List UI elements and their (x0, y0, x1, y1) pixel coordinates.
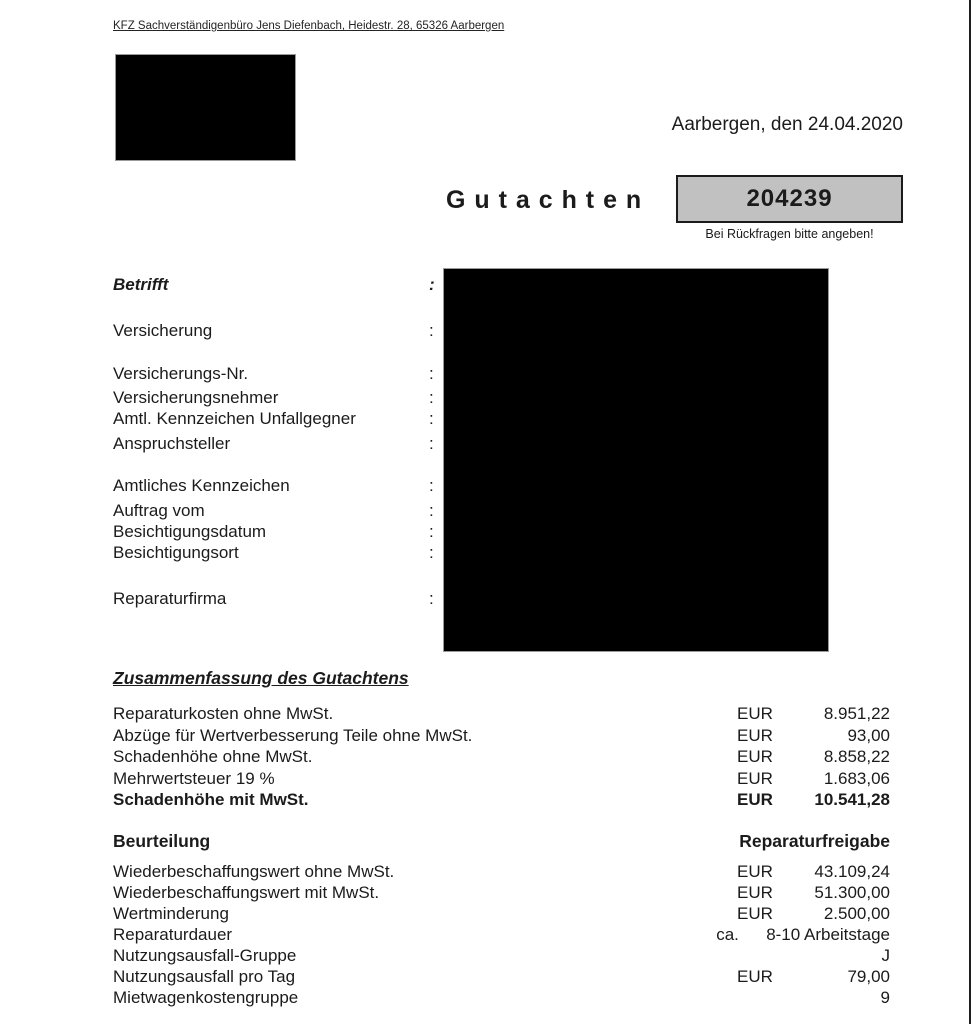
detail-label: Amtl. Kennzeichen Unfallgegner (113, 409, 356, 428)
detail-label: Versicherungs-Nr. (113, 364, 249, 383)
assessment-currency (737, 946, 787, 967)
assessment-amount: J (881, 946, 890, 965)
assessment-currency: EUR (737, 904, 773, 923)
summary-label: Reparaturkosten ohne MwSt. (113, 704, 334, 723)
summary-amount: 8.951,22 (823, 704, 890, 723)
summary-row (113, 747, 890, 769)
assessment-label: Nutzungsausfall pro Tag (113, 967, 296, 986)
assessment-row (113, 862, 890, 883)
summary-amount: 10.541,28 (814, 790, 890, 809)
detail-row-amtliches-kennzeichen (113, 476, 453, 496)
detail-row-anspruchsteller (113, 434, 453, 454)
detail-colon: : (429, 409, 434, 428)
detail-row-versicherungsnehmer (113, 388, 453, 408)
detail-colon: : (429, 321, 434, 340)
summary-row (113, 769, 890, 791)
assessment-label: Wiederbeschaffungswert ohne MwSt. (113, 862, 395, 881)
detail-row-betrifft (113, 275, 453, 295)
assessment-amount: 51.300,00 (814, 883, 890, 902)
summary-currency: EUR (737, 725, 773, 745)
summary-currency: EUR (737, 790, 773, 809)
report-title: G u t a c h t e n (446, 186, 643, 214)
detail-row-versicherung (113, 321, 453, 341)
detail-row-reparaturfirma (113, 589, 453, 609)
detail-label: Amtliches Kennzeichen (113, 476, 290, 495)
detail-row-besichtigungsort (113, 543, 453, 563)
summary-row-total (113, 790, 890, 812)
report-number-box (676, 175, 903, 223)
date-line: Aarbergen, den 24.04.2020 (671, 114, 903, 135)
assessment-currency (737, 988, 787, 1009)
assessment-amount: 9 (880, 988, 890, 1007)
assessment-label: Mietwagenkostengruppe (113, 988, 299, 1007)
assessment-label: Nutzungsausfall-Gruppe (113, 946, 297, 965)
detail-colon: : (429, 364, 434, 383)
detail-colon: : (429, 589, 434, 608)
assessment-row (113, 967, 890, 988)
assessment-heading: Beurteilung (113, 831, 211, 851)
assessment-row (113, 883, 890, 904)
summary-currency: EUR (737, 704, 773, 723)
report-number-note: Bei Rückfragen bitte angeben! (705, 227, 874, 241)
assessment-label: Wiederbeschaffungswert mit MwSt. (113, 883, 380, 902)
summary-currency: EUR (737, 747, 773, 766)
detail-colon: : (429, 476, 434, 495)
detail-label: Besichtigungsdatum (113, 522, 267, 541)
summary-table (113, 704, 890, 812)
assessment-amount: 2.500,00 (823, 904, 890, 923)
assessment-row (113, 925, 890, 946)
assessment-table (113, 862, 890, 1009)
report-number: 204239 (746, 185, 833, 212)
assessment-heading-right: Reparaturfreigabe (739, 831, 890, 851)
assessment-label: Wertminderung (113, 904, 229, 923)
summary-label: Schadenhöhe ohne MwSt. (113, 747, 313, 766)
assessment-currency: EUR (737, 967, 773, 986)
detail-colon: : (429, 543, 434, 562)
assessment-amount: 43.109,24 (814, 862, 890, 881)
assessment-currency: ca. (716, 925, 739, 944)
summary-row (113, 726, 890, 748)
redaction-box-recipient (115, 54, 296, 161)
assessment-row (113, 904, 890, 925)
assessment-currency: EUR (737, 862, 773, 881)
redaction-box-case-details (443, 268, 829, 652)
detail-row-kennzeichen-unfallgegner (113, 409, 453, 429)
assessment-label: Reparaturdauer (113, 925, 233, 944)
summary-currency: EUR (737, 768, 773, 788)
detail-label: Versicherung (113, 321, 213, 340)
letterhead-sender-line: KFZ Sachverständigenbüro Jens Diefenbach, Heidestr. 28, 65326 Aarbergen (113, 20, 505, 32)
summary-amount: 1.683,06 (823, 768, 890, 788)
detail-colon: : (429, 522, 434, 541)
assessment-heading-row (113, 831, 890, 852)
detail-label: Besichtigungsort (113, 543, 239, 562)
assessment-row (113, 988, 890, 1009)
detail-label: Reparaturfirma (113, 589, 227, 608)
summary-label: Mehrwertsteuer 19 % (113, 768, 275, 788)
detail-label: Betrifft (113, 275, 169, 294)
detail-colon: : (429, 388, 434, 407)
summary-amount: 8.858,22 (823, 747, 890, 766)
detail-colon: : (429, 501, 434, 520)
detail-row-versicherungs-nr (113, 364, 453, 384)
assessment-currency: EUR (737, 883, 773, 902)
detail-row-auftrag-vom (113, 501, 453, 521)
detail-row-besichtigungsdatum (113, 522, 453, 542)
summary-label: Abzüge für Wertverbesserung Teile ohne MwSt. (113, 725, 473, 745)
summary-row (113, 704, 890, 726)
assessment-row (113, 946, 890, 967)
summary-amount: 93,00 (847, 725, 890, 745)
detail-label: Auftrag vom (113, 501, 205, 520)
assessment-amount: 79,00 (847, 967, 890, 986)
detail-label: Anspruchsteller (113, 434, 231, 453)
summary-label: Schadenhöhe mit MwSt. (113, 790, 309, 809)
summary-heading: Zusammenfassung des Gutachtens (113, 668, 409, 688)
detail-colon: : (429, 434, 434, 453)
page-scan-border (969, 0, 971, 1024)
assessment-amount: 8-10 Arbeitstage (766, 925, 890, 944)
detail-label: Versicherungsnehmer (113, 388, 279, 407)
detail-colon: : (429, 275, 435, 294)
